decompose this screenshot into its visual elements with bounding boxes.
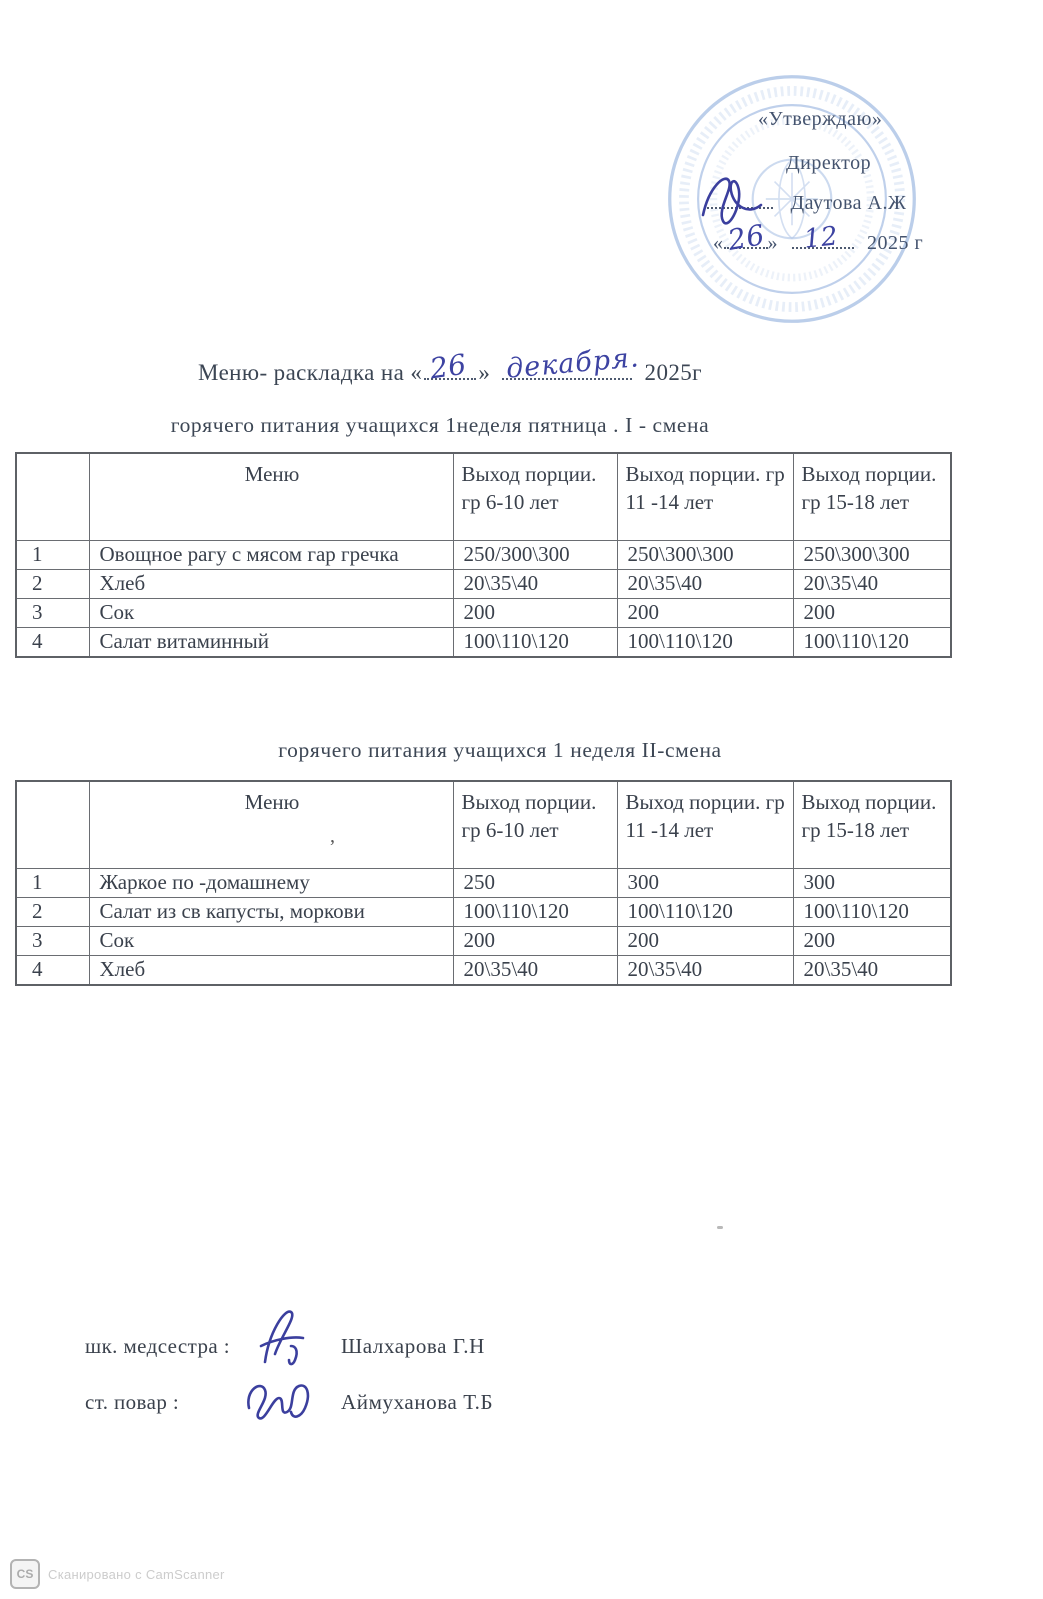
portion-value: 20\35\40 — [617, 956, 793, 986]
portion-value: 200 — [453, 927, 617, 956]
portion-value: 20\35\40 — [453, 570, 617, 599]
portion-value: 100\110\120 — [617, 628, 793, 658]
portion-value: 300 — [617, 869, 793, 898]
portion-value: 200 — [617, 599, 793, 628]
dish-name: Хлеб — [89, 956, 453, 986]
row-number: 1 — [16, 541, 89, 570]
column-header: Выход порции. гр 15-18 лет — [793, 781, 951, 869]
portion-value: 250\300\300 — [617, 541, 793, 570]
table-row — [16, 570, 951, 599]
portion-value: 20\35\40 — [453, 956, 617, 986]
camscanner-badge-icon: CS — [10, 1559, 40, 1589]
row-number: 4 — [16, 956, 89, 986]
menu-table-shift1 — [15, 452, 952, 658]
title-year: 2025г — [644, 360, 702, 385]
column-header: Выход порции. гр 6-10 лет — [453, 781, 617, 869]
table-row — [16, 927, 951, 956]
portion-value: 300 — [793, 869, 951, 898]
menu-table-shift2 — [15, 780, 952, 986]
cook-role-label: ст. повар : — [85, 1389, 180, 1414]
dish-name: Жаркое по -домашнему — [89, 869, 453, 898]
dish-name: Овощное рагу с мясом гар гречка — [89, 541, 453, 570]
portion-value: 200 — [793, 927, 951, 956]
table-row — [16, 541, 951, 570]
dish-name: Сок — [89, 927, 453, 956]
column-header: Выход порции. гр 6-10 лет — [453, 453, 617, 541]
handwritten-day: 26 — [724, 218, 767, 257]
column-header: Меню — [89, 453, 453, 541]
watermark-text: Сканировано с CamScanner — [48, 1566, 225, 1582]
column-header: Выход порции. гр 11 -14 лет — [617, 781, 793, 869]
nurse-signature-icon — [251, 1302, 317, 1374]
portion-value: 200 — [617, 927, 793, 956]
header-row — [16, 453, 951, 541]
handwritten-title-month: декабря. — [505, 342, 642, 385]
document-title — [0, 342, 900, 386]
portion-value: 20\35\40 — [617, 570, 793, 599]
open-quote: « — [713, 232, 724, 254]
portion-value: 100\110\120 — [453, 628, 617, 658]
dish-name: Салат витаминный — [89, 628, 453, 658]
director-signature-line — [707, 192, 906, 215]
portion-value: 250/300\300 — [453, 541, 617, 570]
stray-mark: , — [330, 825, 335, 847]
nurse-signature-row — [85, 1318, 493, 1374]
column-header — [16, 781, 89, 869]
column-header: Выход порции. гр 15-18 лет — [793, 453, 951, 541]
dish-name: Сок — [89, 599, 453, 628]
portion-value: 100\110\120 — [453, 898, 617, 927]
nurse-name: Шалхарова Г.Н — [341, 1333, 485, 1358]
approval-block — [655, 82, 1015, 332]
portion-value: 250\300\300 — [793, 541, 951, 570]
table-row — [16, 869, 951, 898]
portion-value: 200 — [453, 599, 617, 628]
table-row — [16, 628, 951, 658]
close-quote: » — [767, 232, 778, 254]
header-row — [16, 781, 951, 869]
approved-label: «Утверждаю» — [758, 108, 883, 130]
column-header — [16, 453, 89, 541]
director-label: Директор — [786, 152, 872, 174]
portion-value: 100\110\120 — [617, 898, 793, 927]
row-number: 2 — [16, 898, 89, 927]
row-number: 2 — [16, 570, 89, 599]
cook-name: Аймуханова Т.Б — [341, 1389, 494, 1414]
scan-speck — [717, 1226, 723, 1229]
stamp-year: 2025 г — [867, 232, 924, 254]
title-prefix: Меню- раскладка на — [198, 360, 405, 385]
portion-value: 100\110\120 — [793, 898, 951, 927]
row-number: 4 — [16, 628, 89, 658]
portion-value: 250 — [453, 869, 617, 898]
row-number: 3 — [16, 599, 89, 628]
table-row — [16, 956, 951, 986]
table-row — [16, 898, 951, 927]
cook-signature-icon — [243, 1368, 323, 1426]
title-close-quote: » — [478, 360, 491, 385]
portion-value: 20\35\40 — [793, 570, 951, 599]
table-row — [16, 599, 951, 628]
row-number: 1 — [16, 869, 89, 898]
handwritten-title-day: 26 — [428, 347, 469, 386]
dish-name: Салат из св капусты, моркови — [89, 898, 453, 927]
dish-name: Хлеб — [89, 570, 453, 599]
stamp-date-line — [713, 218, 924, 257]
signature-block — [85, 1318, 493, 1430]
scanner-watermark — [10, 1559, 225, 1589]
portion-value: 200 — [793, 599, 951, 628]
handwritten-month: 12 — [802, 221, 840, 255]
column-header: Меню — [89, 781, 453, 869]
cook-signature-row — [85, 1374, 493, 1430]
section1-subtitle: горячего питания учащихся 1неделя пятница . I - смена — [170, 413, 710, 437]
director-name: Даутова А.Ж — [790, 192, 907, 214]
row-number: 3 — [16, 927, 89, 956]
column-header: Выход порции. гр 11 -14 лет — [617, 453, 793, 541]
portion-value: 20\35\40 — [793, 956, 951, 986]
nurse-role-label: шк. медсестра : — [85, 1333, 230, 1358]
title-open-quote: « — [410, 360, 423, 385]
portion-value: 100\110\120 — [793, 628, 951, 658]
section2-subtitle: горячего питания учащихся 1 неделя II-смена — [278, 738, 722, 762]
